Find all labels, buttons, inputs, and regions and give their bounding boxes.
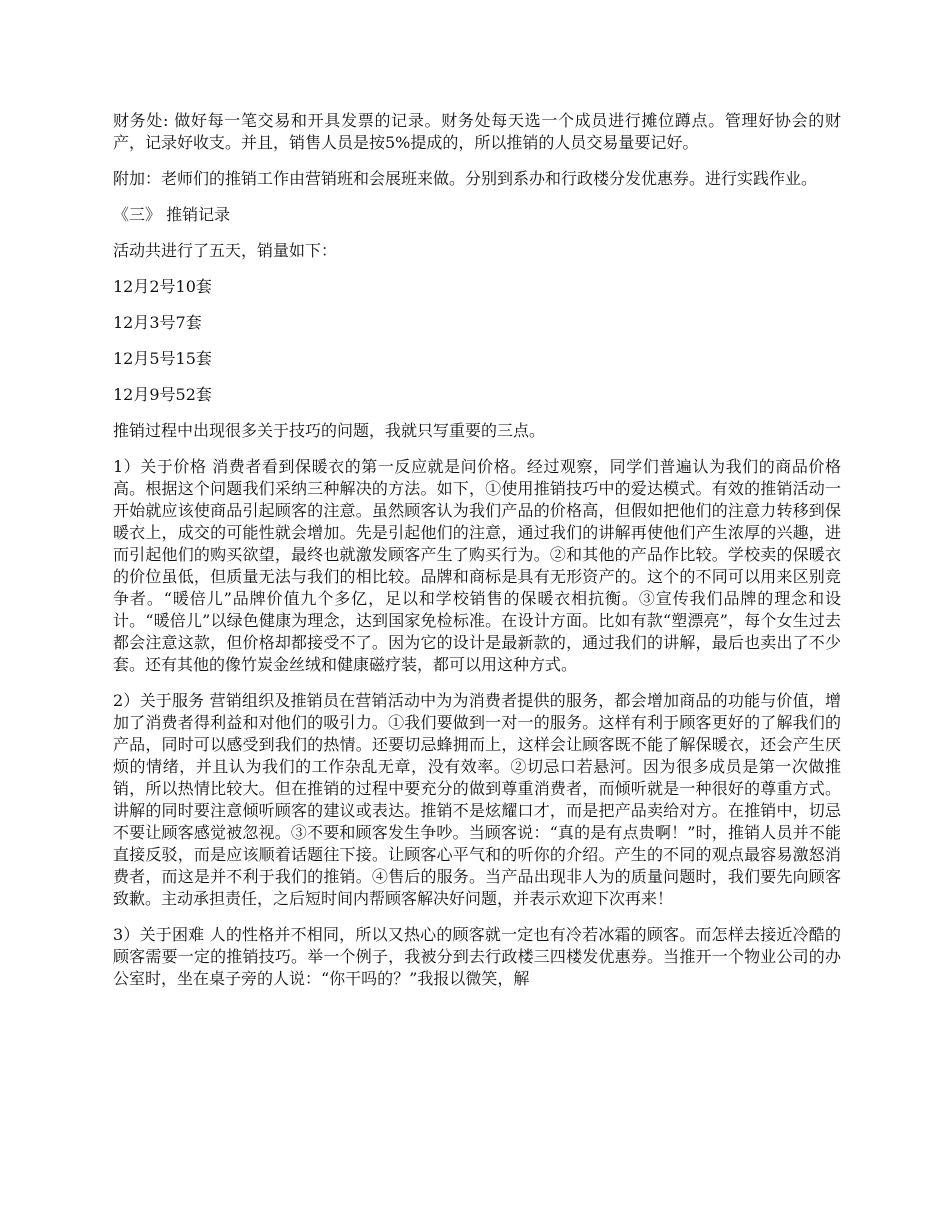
sales-record-item: 12月5号15套 (113, 349, 212, 368)
sales-record-item: 12月3号7套 (113, 313, 202, 332)
paragraph-addendum: 附加：老师们的推销工作由营销班和会展班来做。分别到系办和行政楼分发优惠券。进行实践作业。 (113, 169, 818, 188)
paragraph-difficulty: 3）关于困难 人的性格并不相同，所以又热心的顾客就一定也有冷若冰霜的顾客。而怎样去接近冷酷的顾客需要一定的推销技巧。举一个例子，我被分到去行政楼三四楼发优惠券。当推开一个物业公司的办公室时，坐在桌子旁的人说：“你干吗的？”我报以微笑，解 (113, 925, 841, 988)
paragraph-problems-intro: 推销过程中出现很多关于技巧的问题，我就只写重要的三点。 (113, 421, 546, 440)
paragraph-price: 1）关于价格 消费者看到保暖衣的第一反应就是问价格。经过观察，同学们普遍认为我们的商品价格高。根据这个问题我们采纳三种解决的方法。如下，①使用推销技巧中的爱达模式。有效的推销活动一开始就应该使商品引起顾客的注意。虽然顾客认为我们产品的价格高，但假如把他们的注意力转移到保暖衣上，成交的可能性就会增加。先是引起他们的注意，通过我们的讲解再使他们产生浓厚的兴趣，进而引起他们的购买欲望，最终也就激发顾客产生了购买行为。②和其他的产品作比较。学校卖的保暖衣的价位虽低，但质量无法与我们的相比较。品牌和商标是具有无形资产的。这个的不同可以用来区别竞争者。“暖倍儿”品牌价值九个多亿，足以和学校销售的保暖衣相抗衡。③宣传我们品牌的理念和设计。“暖倍儿”以绿色健康为理念，达到国家免检标准。在设计方面。比如有款“塑漂亮”，每个女生过去都会注意这款，但价格却都接受不了。因为它的设计是最新款的，通过我们的讲解，最后也卖出了不少套。还有其他的像竹炭金丝绒和健康磁疗装，都可以用这种方式。 (113, 457, 841, 674)
sales-record-item: 12月9号52套 (113, 385, 212, 404)
sales-record-item: 12月2号10套 (113, 277, 212, 296)
section-heading-sales-record: 《三》 推销记录 (113, 205, 231, 224)
paragraph-finance: 财务处: 做好每一笔交易和开具发票的记录。财务处每天选一个成员进行摊位蹲点。管理好协会的财产，记录好收支。并且，销售人员是按5%提成的，所以推销的人员交易量要记好。 (113, 111, 841, 152)
paragraph-sales-intro: 活动共进行了五天，销量如下： (113, 241, 338, 260)
document-page (113, 110, 841, 1004)
paragraph-service: 2）关于服务 营销组织及推销员在营销活动中为为消费者提供的服务，都会增加商品的功能与价值，增加了消费者得利益和对他们的吸引力。①我们要做到一对一的服务。这样有利于顾客更好的了解我们的产品，同时可以感受到我们的热情。还要切忌蜂拥而上，这样会让顾客既不能了解保暖衣，还会产生厌烦的情绪，并且认为我们的工作杂乱无章，没有效率。②切忌口若悬河。因为很多成员是第一次做推销，所以热情比较大。但在推销的过程中要充分的做到尊重消费者，而倾听就是一种很好的尊重方式。讲解的同时要注意倾听顾客的建议或表达。推销不是炫耀口才，而是把产品卖给对方。在推销中，切忌不要让顾客感觉被忽视。③不要和顾客发生争吵。当顾客说：“真的是有点贵啊！”时，推销人员并不能直接反驳，而是应该顺着话题往下接。让顾客心平气和的听你的介绍。产生的不同的观点最容易激怒消费者，而这是并不利于我们的推销。④售后的服务。当产品出现非人为的质量问题时，我们要先向顾客致歉。主动承担责任，之后短时间内帮顾客解决好问题，并表示欢迎下次再来！ (113, 691, 841, 908)
